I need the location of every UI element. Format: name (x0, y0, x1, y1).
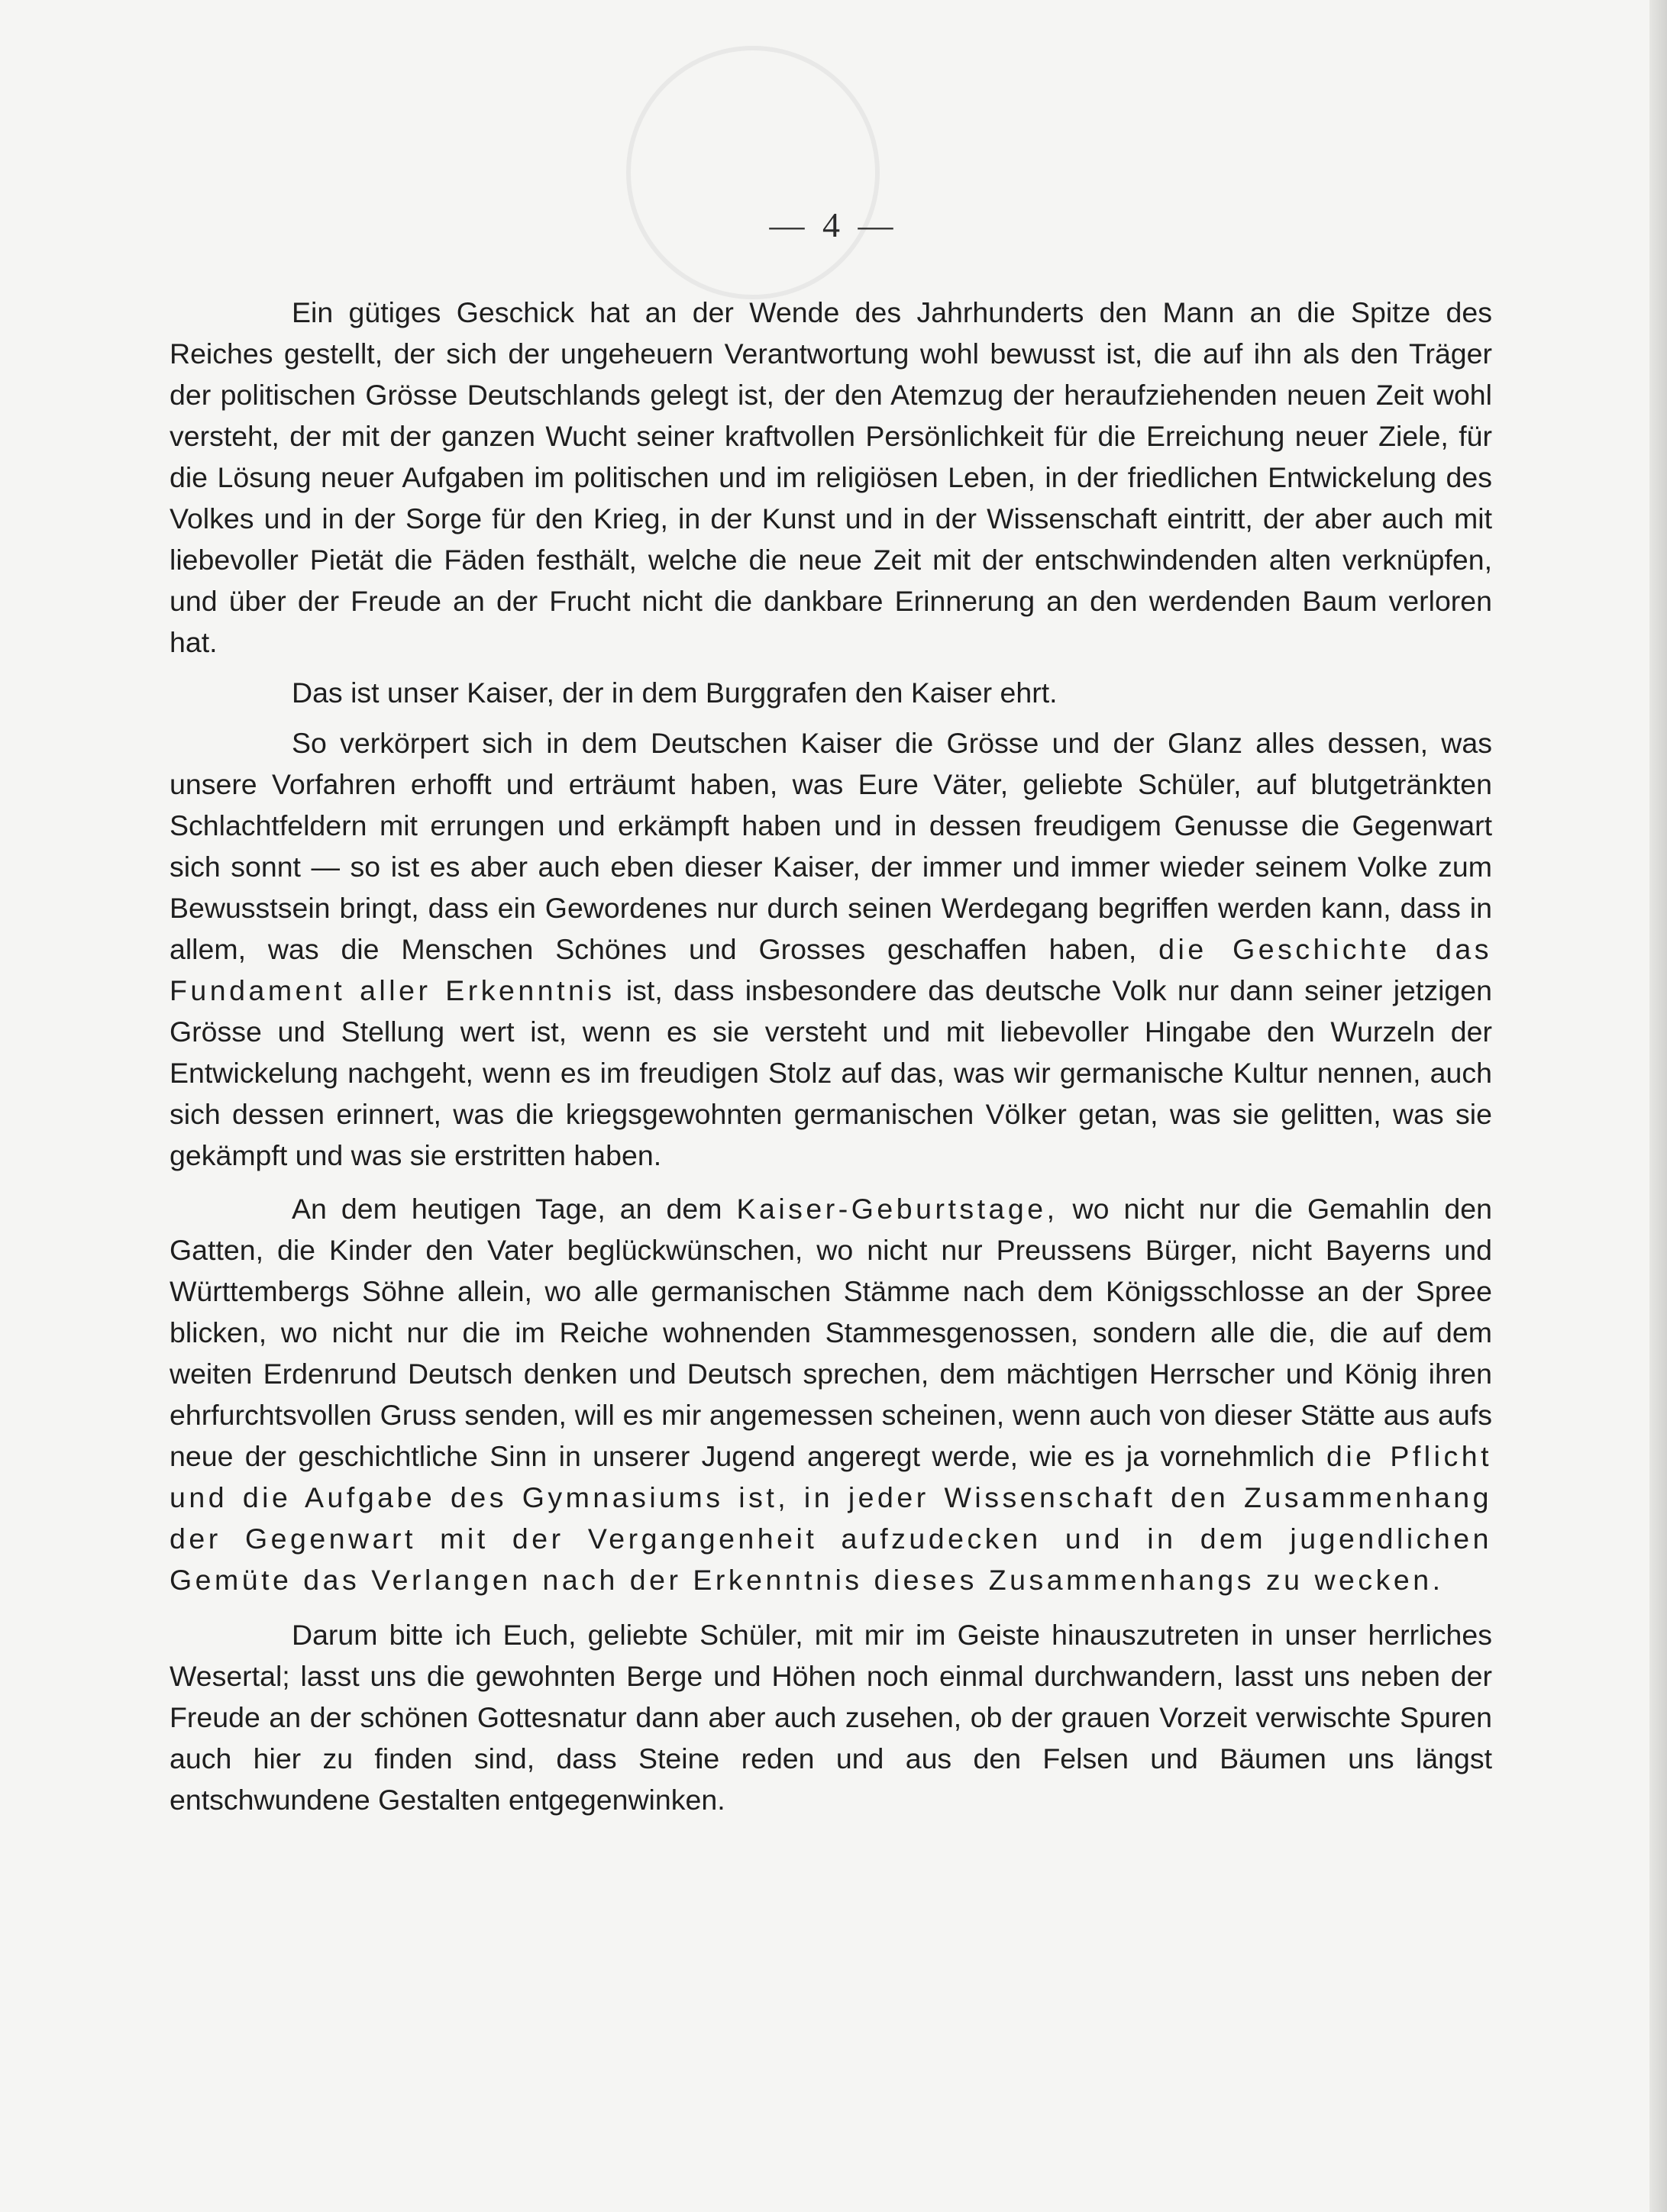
paragraph-text: Darum bitte ich Euch, geliebte Schüler, mit mir im Geiste hinauszutreten in unser herrliches Wesertal; lasst uns die gewohnten Berge und Höhen noch einmal durchwandern, lasst uns neben der Freude an der schönen Gottesnatur dann aber auch zusehen, ob der grauen Vorzeit verwischte Spuren auch hier zu finden sind, dass Steine reden und aus den Felsen und Bäumen uns längst entschwundene Gestalten entgegenwinken. (170, 1619, 1492, 1816)
page-edge-shadow (1649, 0, 1667, 2212)
emphasized-text: Kaiser-Geburtstage, (736, 1193, 1058, 1225)
paragraph-text: Ein gütiges Geschick hat an der Wende des Jahrhunderts den Mann an die Spitze des Reiches gestellt, der sich der ungeheuern Verantwortung wohl bewusst ist, die auf ihn als den Träger der politischen Grösse Deutschlands gelegt ist, der den Atemzug der heraufziehenden neuen Zeit wohl versteht, der mit der ganzen Wucht seiner kraftvollen Persönlichkeit für die Erreichung neuer Ziele, für die Lösung neuer Aufgaben im politischen und im religiösen Leben, in der friedlichen Entwickelung des Volkes und in der Sorge für den Krieg, in der Kunst und in der Wissenschaft eintritt, der aber auch mit liebevoller Pietät die Fäden festhält, welche die neue Zeit mit der entschwindenden alten verknüpfen, und über der Freude an der Frucht nicht die dankbare Erinnerung an den werdenden Baum verloren hat. (170, 296, 1492, 658)
page-number: — 4 — (769, 205, 898, 244)
paragraph-text: wo nicht nur die Gemahlin den Gatten, die Kinder den Vater beglückwünschen, wo nicht nur Preussens Bürger, nicht Bayerns und Württembergs Söhne allein, wo alle germanischen Stämme nach dem Königsschlosse an der Spree blicken, wo nicht nur die im Reiche wohnenden Stammesgenossen, sondern alle die, die auf dem weiten Erdenrund Deutsch denken und Deutsch sprechen, dem mächtigen Herrscher und König ihren ehrfurchtsvollen Gruss senden, will es mir angemessen scheinen, wenn auch von dieser Stätte aus aufs neue der geschichtliche Sinn in unserer Jugend angeregt werde, wie es ja vornehmlich (170, 1193, 1493, 1472)
paragraph-2 (170, 672, 1492, 713)
paragraph-4 (170, 1188, 1492, 1600)
paragraph-5 (170, 1614, 1492, 1820)
paragraph-1 (170, 292, 1492, 663)
emphasized-text: die Pflicht und die Aufgabe des Gymnasiums ist, in jeder Wissenschaft den Zusammenhang der Gegenwart mit der Vergangenheit aufzudecken und in dem jugendlichen Gemüte das Verlangen nach der Erkenntnis dieses Zusammenhangs zu wecken. (170, 1440, 1492, 1596)
paragraph-text: So verkörpert sich in dem Deutschen Kaiser die Grösse und der Glanz alles dessen, was unsere Vorfahren erhofft und erträumt haben, was Eure Väter, geliebte Schüler, auf blutgetränkten Schlachtfeldern mit errungen und erkämpft haben und in dessen freudigem Genusse die Gegenwart sich sonnt — so ist es aber auch eben dieser Kaiser, der immer und immer wieder seinem Volke zum Bewusstsein bringt, dass ein Gewordenes nur durch seinen Werdegang begriffen werden kann, dass in allem, was die Menschen Schönes und Grosses geschaffen haben, (170, 727, 1492, 965)
paragraph-text: An dem heutigen Tage, an dem (292, 1193, 737, 1225)
body-text (170, 292, 1492, 1820)
paragraph-text: Das ist unser Kaiser, der in dem Burggrafen den Kaiser ehrt. (292, 677, 1058, 709)
paragraph-text: ist, dass insbesondere das deutsche Volk nur dann seiner jetzigen Grösse und Stellung wert ist, wenn es sie versteht und mit liebevoller Hingabe den Wurzeln der Entwickelung nachgeht, wenn es im freudigen Stolz auf das, was wir germanische Kultur nennen, auch sich dessen erinnert, was die kriegsgewohnten germanischen Völker getan, was sie gelitten, was sie gekämpft und was sie erstritten haben. (170, 974, 1492, 1171)
bleed-through-seal (626, 46, 880, 299)
emphasized-text: die Geschichte das Fundament aller Erkenntnis (170, 933, 1492, 1006)
paragraph-3 (170, 722, 1492, 1176)
